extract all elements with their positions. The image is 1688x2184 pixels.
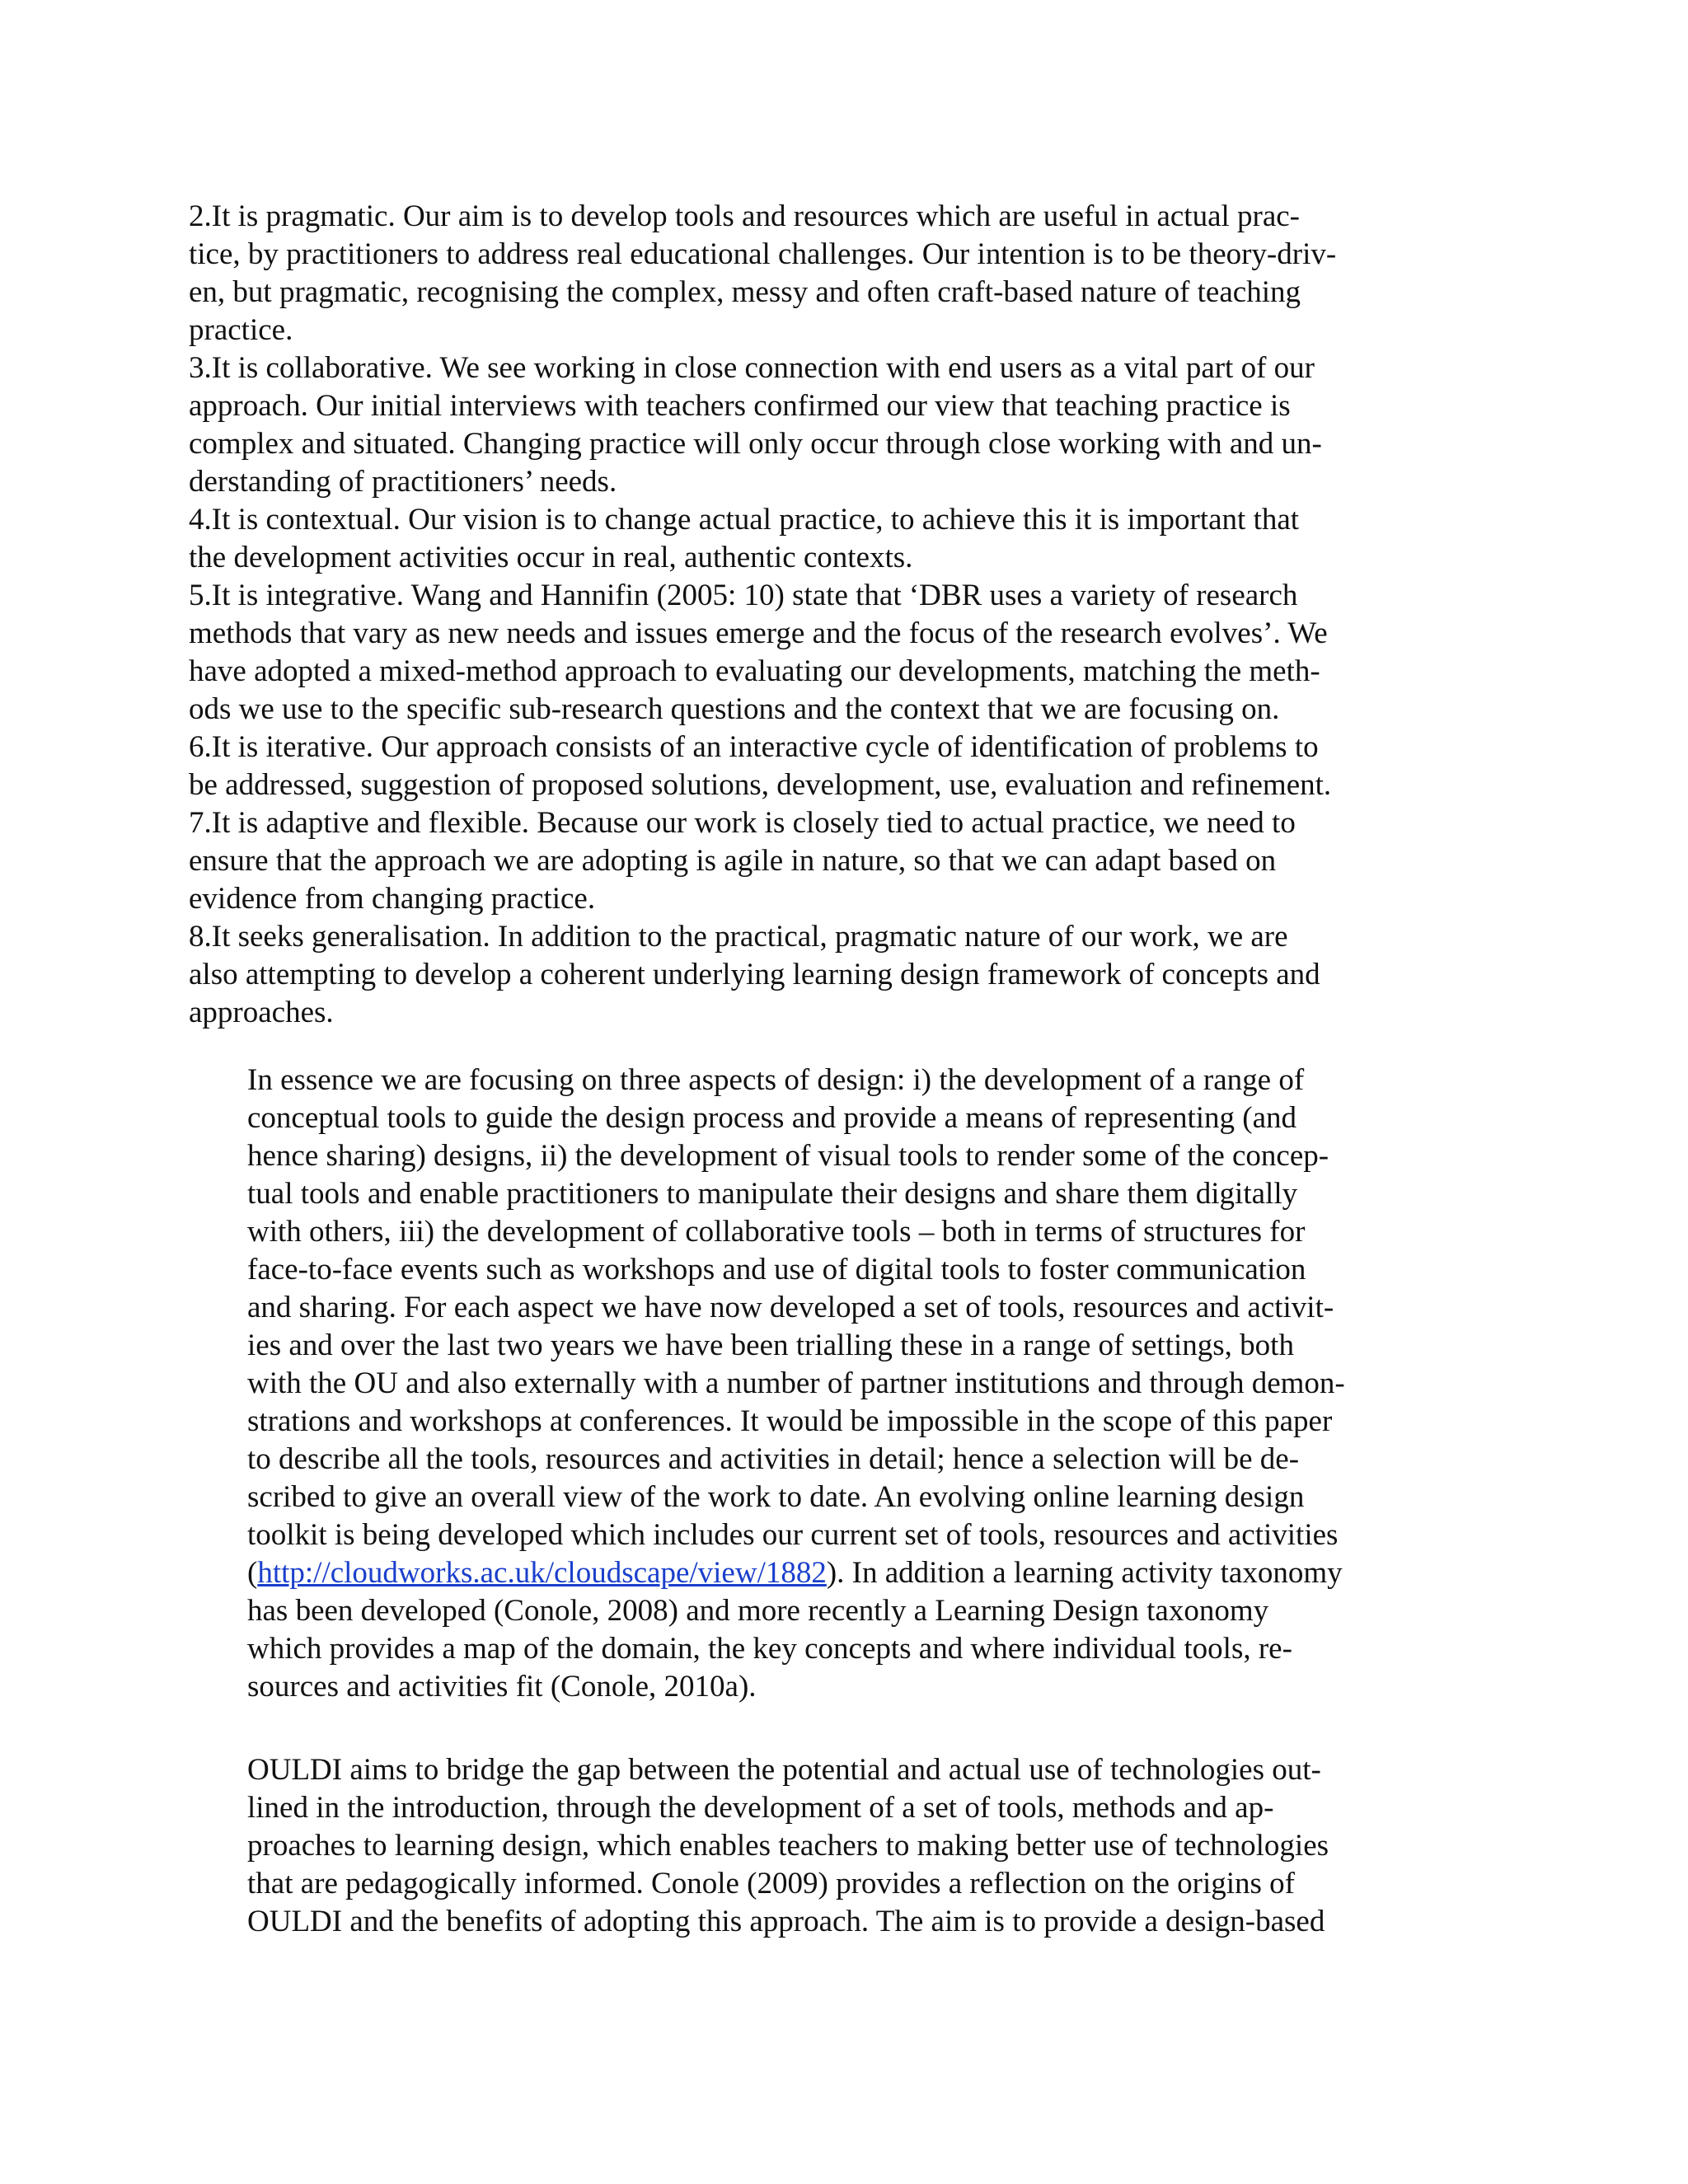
text-line: 6.It is iterative. Our approach consists of an interactive cycle of identification of problems to xyxy=(189,730,1319,764)
text-line: complex and situated. Changing practice will only occur through close working with and un- xyxy=(189,427,1322,461)
text-line: approaches. xyxy=(189,996,334,1029)
text-line: tual tools and enable practitioners to manipulate their designs and share them digitally xyxy=(247,1177,1298,1211)
text-line: lined in the introduction, through the development of a set of tools, methods and ap- xyxy=(247,1791,1274,1825)
ouldi-paragraph xyxy=(247,1751,1459,1941)
text-line: scribed to give an overall view of the work to date. An evolving online learning design xyxy=(247,1480,1305,1514)
text-line: In essence we are focusing on three aspects of design: i) the development of a range of xyxy=(247,1063,1305,1097)
text-line: ods we use to the specific sub-research questions and the context that we are focusing on. xyxy=(189,692,1280,726)
text-line: conceptual tools to guide the design process and provide a means of representing (and xyxy=(247,1101,1297,1135)
text-line: has been developed (Conole, 2008) and more recently a Learning Design taxonomy xyxy=(247,1594,1269,1628)
text-line: hence sharing) designs, ii) the development of visual tools to render some of the concep- xyxy=(247,1139,1329,1173)
text-line: which provides a map of the domain, the key concepts and where individual tools, re- xyxy=(247,1632,1292,1666)
text-line: the development activities occur in real, authentic contexts. xyxy=(189,541,913,574)
text-line: approach. Our initial interviews with teachers confirmed our view that teaching practice is xyxy=(189,389,1291,423)
text-line: 8.It seeks generalisation. In addition to the practical, pragmatic nature of our work, we are xyxy=(189,920,1288,954)
link-trailing-text: ). In addition a learning activity taxonomy xyxy=(826,1556,1343,1590)
text-line: 5.It is integrative. Wang and Hannifin (2005: 10) state that ‘DBR uses a variety of research xyxy=(189,579,1298,612)
text-line-with-link xyxy=(247,1554,1459,1592)
text-line: sources and activities fit (Conole, 2010a). xyxy=(247,1670,757,1704)
text-line: en, but pragmatic, recognising the complex, messy and often craft-based nature of teaching xyxy=(189,275,1301,309)
numbered-principles-list xyxy=(189,198,1442,1032)
text-line: tice, by practitioners to address real educational challenges. Our intention is to be theory-driv- xyxy=(189,237,1337,271)
text-line: proaches to learning design, which enables teachers to making better use of technologies xyxy=(247,1829,1329,1863)
cloudworks-toolkit-link[interactable]: http://cloudworks.ac.uk/cloudscape/view/1882 xyxy=(257,1556,827,1590)
text-line: OULDI aims to bridge the gap between the potential and actual use of technologies out- xyxy=(247,1753,1321,1787)
text-line: derstanding of practitioners’ needs. xyxy=(189,465,617,499)
text-line: OULDI and the benefits of adopting this approach. The aim is to provide a design-based xyxy=(247,1905,1325,1938)
text-line: ies and over the last two years we have been trialling these in a range of settings, both xyxy=(247,1329,1294,1362)
open-paren: ( xyxy=(247,1556,258,1590)
text-line: practice. xyxy=(189,313,293,347)
text-line: methods that vary as new needs and issues emerge and the focus of the research evolves’. We xyxy=(189,616,1328,650)
text-line: toolkit is being developed which includes our current set of tools, resources and activities xyxy=(247,1518,1339,1552)
text-line: 7.It is adaptive and flexible. Because our work is closely tied to actual practice, we need to xyxy=(189,806,1296,840)
text-line: also attempting to develop a coherent underlying learning design framework of concepts and xyxy=(189,958,1320,991)
text-line: face-to-face events such as workshops and use of digital tools to foster communication xyxy=(247,1253,1306,1286)
text-line: and sharing. For each aspect we have now developed a set of tools, resources and activit- xyxy=(247,1291,1334,1324)
text-line: 2.It is pragmatic. Our aim is to develop tools and resources which are useful in actual prac- xyxy=(189,199,1301,233)
text-line: that are pedagogically informed. Conole (2009) provides a reflection on the origins of xyxy=(247,1867,1295,1900)
text-line: 4.It is contextual. Our vision is to change actual practice, to achieve this it is important that xyxy=(189,503,1300,537)
text-line: 3.It is collaborative. We see working in close connection with end users as a vital part of our xyxy=(189,351,1315,385)
text-line: with the OU and also externally with a number of partner institutions and through demon- xyxy=(247,1366,1345,1400)
text-line: be addressed, suggestion of proposed solutions, development, use, evaluation and refinement. xyxy=(189,768,1332,802)
design-aspects-paragraph xyxy=(247,1062,1459,1706)
text-line: with others, iii) the development of collaborative tools – both in terms of structures for xyxy=(247,1215,1306,1249)
text-line: evidence from changing practice. xyxy=(189,882,596,916)
text-line: strations and workshops at conferences. It would be impossible in the scope of this paper xyxy=(247,1404,1333,1438)
text-line: ensure that the approach we are adopting is agile in nature, so that we can adapt based on xyxy=(189,844,1277,878)
text-line: to describe all the tools, resources and activities in detail; hence a selection will be de- xyxy=(247,1442,1300,1476)
text-line: have adopted a mixed-method approach to evaluating our developments, matching the meth- xyxy=(189,654,1320,688)
